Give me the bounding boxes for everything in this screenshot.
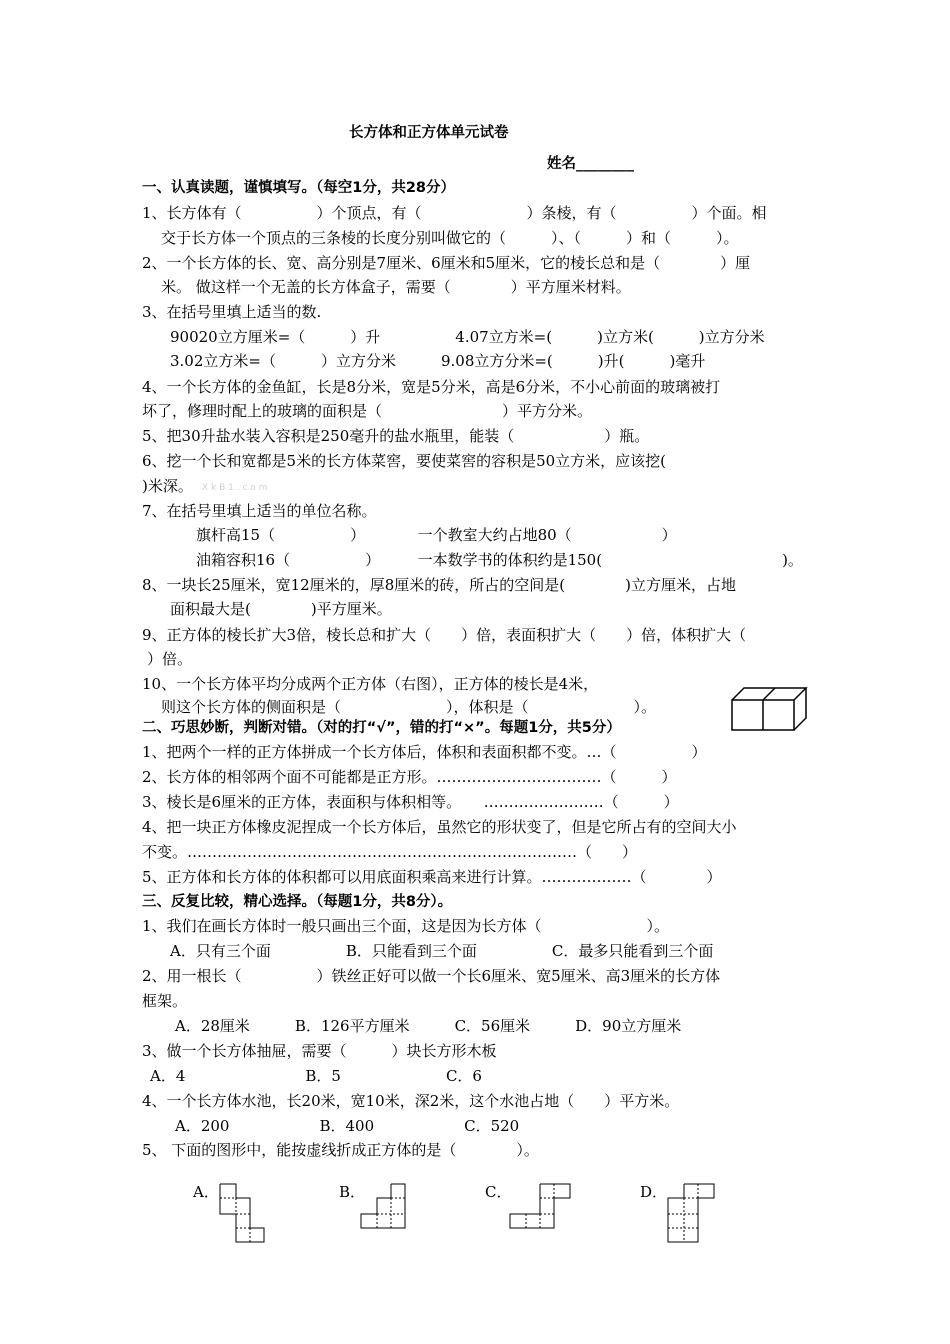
question-line: 2、长方体的相邻两个面不可能都是正方形。……………………………（ ） xyxy=(142,768,677,786)
question-line: 10、一个长方体平均分成两个正方体（右图），正方体的棱长是4米， xyxy=(142,675,599,693)
section1-heading: 一、认真读题，谨慎填写。（每空1分，共28分） xyxy=(142,180,456,196)
cube-net-b-figure xyxy=(360,1183,420,1233)
question-line: 3、棱长是6厘米的正方体，表面积与体积相等。 ……………………（ ） xyxy=(142,793,679,811)
cube-net-a-figure xyxy=(219,1183,269,1253)
question-line: 2、一个长方体的长、宽、高分别是7厘米、6厘米和5厘米，它的棱长总和是（ ）厘 xyxy=(142,254,751,272)
question-line: 1、把两个一样的正方体拼成一个长方体后，体积和表面积都不变。…（ ） xyxy=(142,743,707,761)
question-line: 3、做一个长方体抽屉，需要（ ）块长方形木板 xyxy=(142,1042,497,1060)
question-line: 6、挖一个长和宽都是5米的长方体菜窖，要使菜窖的容积是50立方米，应该挖( xyxy=(142,452,667,470)
net-label-d: D． xyxy=(640,1183,668,1201)
question-line: 3、在括号里填上适当的数. xyxy=(142,303,322,321)
question-line: 8、一块长25厘米，宽12厘米的，厚8厘米的砖，所占的空间是( )立方厘米，占地 xyxy=(142,576,736,594)
net-label-c: C． xyxy=(485,1183,512,1201)
net-label-a: A． xyxy=(193,1183,219,1201)
question-line: 5、把30升盐水装入容积是250毫升的盐水瓶里，能装（ ）瓶。 xyxy=(142,427,650,445)
net-label-b: B． xyxy=(339,1183,366,1201)
question-line: 米。 做这样一个无盖的长方体盒子，需要（ ）平方厘米材料。 xyxy=(161,278,631,296)
cube-net-d-figure xyxy=(667,1183,727,1248)
option-line: A．28厘米 B．126平方厘米 C．56厘米 D．90立方厘米 xyxy=(175,1017,682,1035)
question-line: 4、一个长方体水池，长20米，宽10米，深2米，这个水池占地（ ）平方米。 xyxy=(142,1092,680,1110)
watermark: X k B 1 . c o m xyxy=(202,483,268,493)
question-line: 油箱容积16（ ） 一本数学书的体积约是150( )。 xyxy=(196,551,803,569)
section3-heading: 三、反复比较，精心选择。（每题1分，共8分）。 xyxy=(142,894,453,910)
question-line: 旗杆高15（ ） 一个教室大约占地80（ ） xyxy=(196,526,677,544)
question-line: 交于长方体一个顶点的三条棱的长度分别叫做它的（ ）、（ ）和（ ）。 xyxy=(161,229,739,247)
option-line: A．只有三个面 B．只能看到三个面 C．最多只能看到三个面 xyxy=(170,942,714,960)
question-line: 5、 下面的图形中，能按虚线折成正方体的是（ ）。 xyxy=(142,1141,539,1159)
question-line: 1、长方体有（ ）个顶点，有（ ）条棱，有（ ）个面。相 xyxy=(142,204,767,222)
question-line: 2、用一根长（ ）铁丝正好可以做一个长6厘米、宽5厘米、高3厘米的长方体 xyxy=(142,967,721,985)
question-line: ）倍。 xyxy=(147,650,193,668)
question-line: 1、我们在画长方体时一般只画出三个面，这是因为长方体（ ）。 xyxy=(142,917,670,935)
question-line: 5、正方体和长方体的体积都可以用底面积乘高来进行计算。………………（ ） xyxy=(142,868,722,886)
question-line: 面积最大是( )平方厘米。 xyxy=(170,600,392,618)
option-line: A．200 B．400 C．520 xyxy=(175,1117,520,1135)
question-line: )米深。 xyxy=(142,477,193,495)
question-line: 7、在括号里填上适当的单位名称。 xyxy=(142,502,377,520)
question-line: 3.02立方米=（ ）立方分米 9.08立方分米=( )升( )毫升 xyxy=(170,352,706,370)
question-line: 9、正方体的棱长扩大3倍，棱长总和扩大（ ）倍，表面积扩大（ ）倍，体积扩大（ xyxy=(142,626,747,644)
section2-heading: 二、巧思妙断，判断对错。（对的打“√”，错的打“×”。每题1分，共5分） xyxy=(142,720,621,736)
question-line: 4、一个长方体的金鱼缸，长是8分米，宽是5分米，高是6分米，不小心前面的玻璃被打 xyxy=(142,378,721,396)
question-line: 则这个长方体的侧面积是（ ），体积是（ ）。 xyxy=(161,698,657,716)
question-line: 4、把一块正方体橡皮泥捏成一个长方体后，虽然它的形状变了，但是它所占有的空间大小 xyxy=(142,818,737,836)
name-field-label[interactable]: 姓名________ xyxy=(547,156,634,172)
option-line: A．4 B．5 C．6 xyxy=(150,1067,482,1085)
question-line: 坏了，修理时配上的玻璃的面积是（ ）平方分米。 xyxy=(142,402,593,420)
question-line: 不变。……………………………………………………………………（ ） xyxy=(142,843,638,861)
question-line: 框架。 xyxy=(142,992,188,1010)
cube-net-c-figure xyxy=(509,1183,579,1233)
two-cubes-cuboid-figure xyxy=(730,684,810,734)
question-line: 90020立方厘米=（ ）升 4.07立方米=( )立方米( )立方分米 xyxy=(170,328,765,346)
page-title: 长方体和正方体单元试卷 xyxy=(349,125,509,141)
